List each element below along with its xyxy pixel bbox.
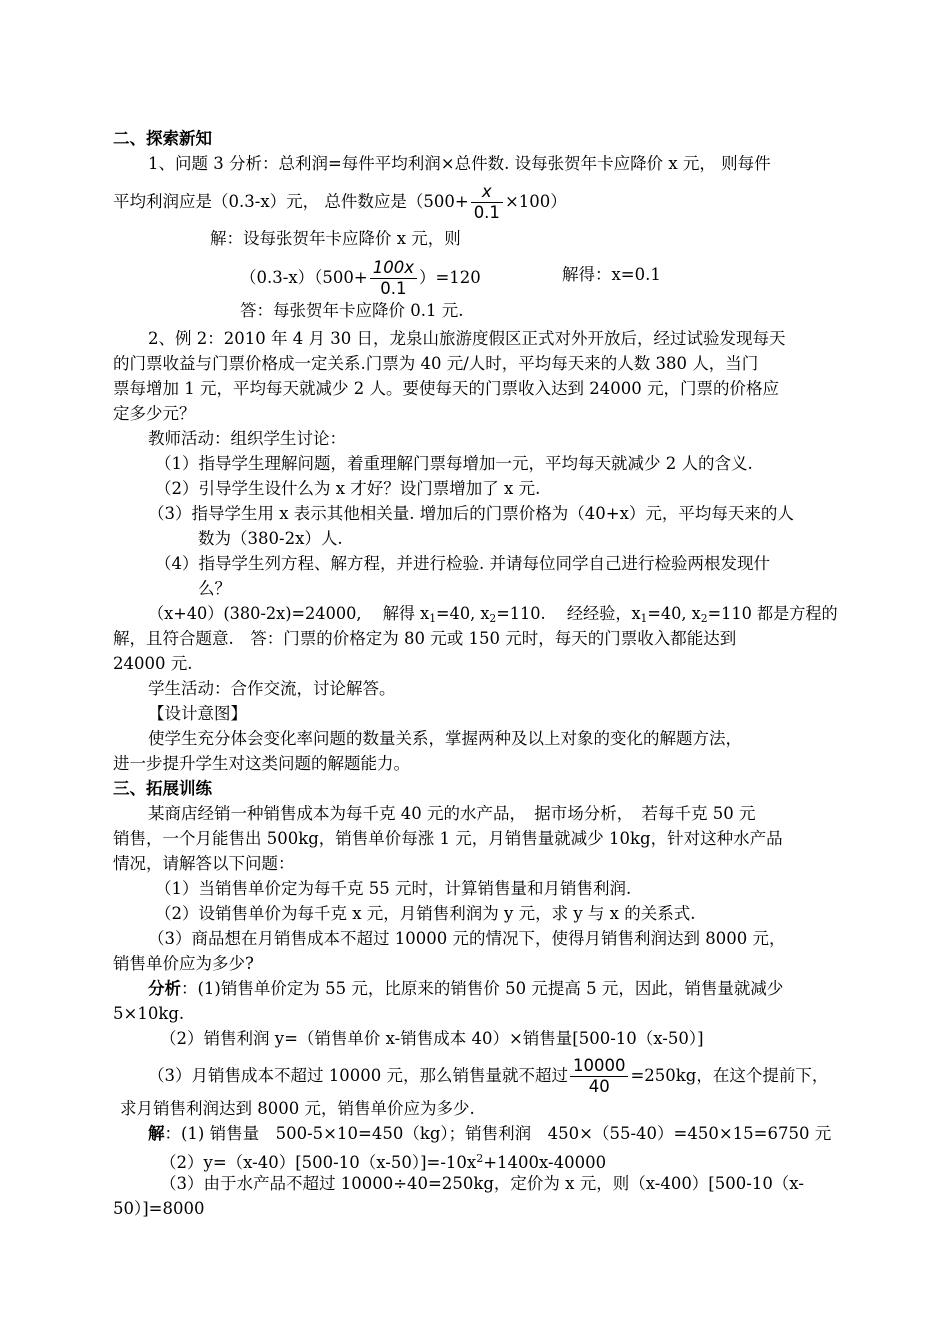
fraction-x-over-01: $\frac{x}{0.1}$ (471, 182, 503, 223)
solution-2: $(2)y=(x-40)[500-10(x-50)]=-10x^2+1400x-40000$ (160, 1152, 607, 1172)
solution-label: 解 (148, 1124, 165, 1143)
section-heading-explore: 二、探索新知 (113, 129, 212, 148)
problem3-analysis-line2: 平均利润应是（0.3-x）元， 总件数应是（500+ $\frac{x}{0.1}$ ×100） (113, 182, 567, 222)
question-1: （1）当销售单价定为每千克 55 元时，计算销售量和月销售利润. (155, 879, 632, 898)
question-3-line1: （3）商品想在月销售成本不超过 10000 元的情况下，使得月销售利润达到 8000 元， (148, 929, 786, 948)
fraction-100x-over-01: $\frac{100x}{0.1}$ (370, 258, 417, 299)
example2-line2: 的门票收益与门票价格成一定关系.门票为 40 元/人时，平均每天来的人数 380 人，当门 (113, 354, 759, 373)
equation2-line2: 解，且符合题意. 答：门票的价格定为 80 元或 150 元时，每天的门票收入都能达到 (113, 629, 737, 648)
equation-result: 解得：x=0.1 (562, 265, 661, 284)
design-intent-line1: 使学生充分体会变化率问题的数量关系，掌握两种及以上对象的变化的解题方法， (148, 729, 742, 748)
example2-line4: 定多少元？ (113, 404, 196, 423)
analysis-3-line1: （3）月销售成本不超过 10000 元，那么销售量就不超过 $\frac{10000}{40}$ =250kg，在这个提前下， (148, 1056, 829, 1096)
teacher-step-2: （2）引导学生设什么为 x 才好？设门票增加了 x 元. (155, 479, 541, 498)
teacher-step-1: （1）指导学生理解问题，着重理解门票每增加一元，平均每天就减少 2 人的含义. (155, 454, 753, 473)
example2-line3: 票每增加 1 元，平均每天就减少 2 人。要使每天的门票收入达到 24000 元，门票的价格应 (113, 379, 779, 398)
section-heading-extension: 三、拓展训练 (113, 779, 212, 798)
teacher-step-4-line1: （4）指导学生列方程、解方程，并进行检验. 并请每位同学自己进行检验两根发现什 (155, 554, 770, 573)
example2-line1: 2、例 2：2010 年 4 月 30 日，龙泉山旅游度假区正式对外开放后，经过试验发现每天 (148, 329, 786, 348)
teacher-activity: 教师活动：组织学生讨论： (148, 429, 346, 448)
solution-1: 解：(1) 销售量 500-5×10=450（kg）；销售利润 450×（55-40）=450×15=6750 元 (148, 1124, 832, 1143)
analysis-line1: 分析：(1)销售单价定为 55 元，比原来的销售价 50 元提高 5 元，因此，销售量就减少 (148, 979, 784, 998)
teacher-step-4-line2: 么？ (198, 579, 231, 598)
fraction-10000-over-40: $\frac{10000}{40}$ (570, 1056, 629, 1097)
solution-3-line2: 50）]=8000 (113, 1199, 205, 1218)
answer-line: 答：每张贺年卡应降价 0.1 元. (240, 301, 464, 320)
problem-line2: 销售，一个月能售出 500kg，销售单价每涨 1 元，月销售量就减少 10kg，针对这种水产品 (113, 829, 783, 848)
problem3-analysis-line1: 1、问题 3 分析：总利润=每件平均利润×总件数. 设每张贺年卡应降价 x 元， 则每件 (148, 154, 771, 173)
analysis-2: （2）销售利润 y=（销售单价 x-销售成本 40）×销售量[500-10（x-50）] (160, 1029, 704, 1048)
student-activity: 学生活动：合作交流，讨论解答。 (148, 679, 396, 698)
analysis-line2: 5×10kg. (113, 1004, 185, 1023)
solution-setup-line: 解：设每张贺年卡应降价 x 元，则 (210, 229, 461, 248)
equation-line: （0.3-x）（500+ $\frac{100x}{0.1}$ ）=120 (240, 258, 481, 298)
teacher-step-3-line1: （3）指导学生用 x 表示其他相关量. 增加后的门票价格为（40+x）元，平均每天来的人 (148, 504, 794, 523)
design-intent-tag: 【设计意图】 (148, 704, 247, 723)
design-intent-line2: 进一步提升学生对这类问题的解题能力。 (113, 754, 410, 773)
teacher-step-3-line2: 数为（380-2x）人. (198, 529, 343, 548)
solution-3-line1: （3）由于水产品不超过 10000÷40=250kg，定价为 x 元，则（x-400）[500-10（x- (160, 1174, 804, 1193)
equation2-line1: （x+40）(380-2x)=24000, 解得 $x_1=40$, $x_2=110$. 经经验，$x_1=40$, $x_2=110$ 都是方程的 (148, 604, 838, 625)
question-3-line2: 销售单价应为多少? (113, 954, 254, 973)
analysis-label: 分析 (148, 979, 181, 998)
question-2: （2）设销售单价为每千克 x 元，月销售利润为 y 元，求 y 与 x 的关系式. (155, 904, 696, 923)
analysis-3-line2: 求月销售利润达到 8000 元，销售单价应为多少. (120, 1099, 475, 1118)
equation2-line3: 24000 元. (113, 654, 193, 673)
problem-line1: 某商店经销一种销售成本为每千克 40 元的水产品， 据市场分析， 若每千克 50 元 (148, 804, 756, 823)
problem-line3: 情况，请解答以下问题： (113, 854, 295, 873)
